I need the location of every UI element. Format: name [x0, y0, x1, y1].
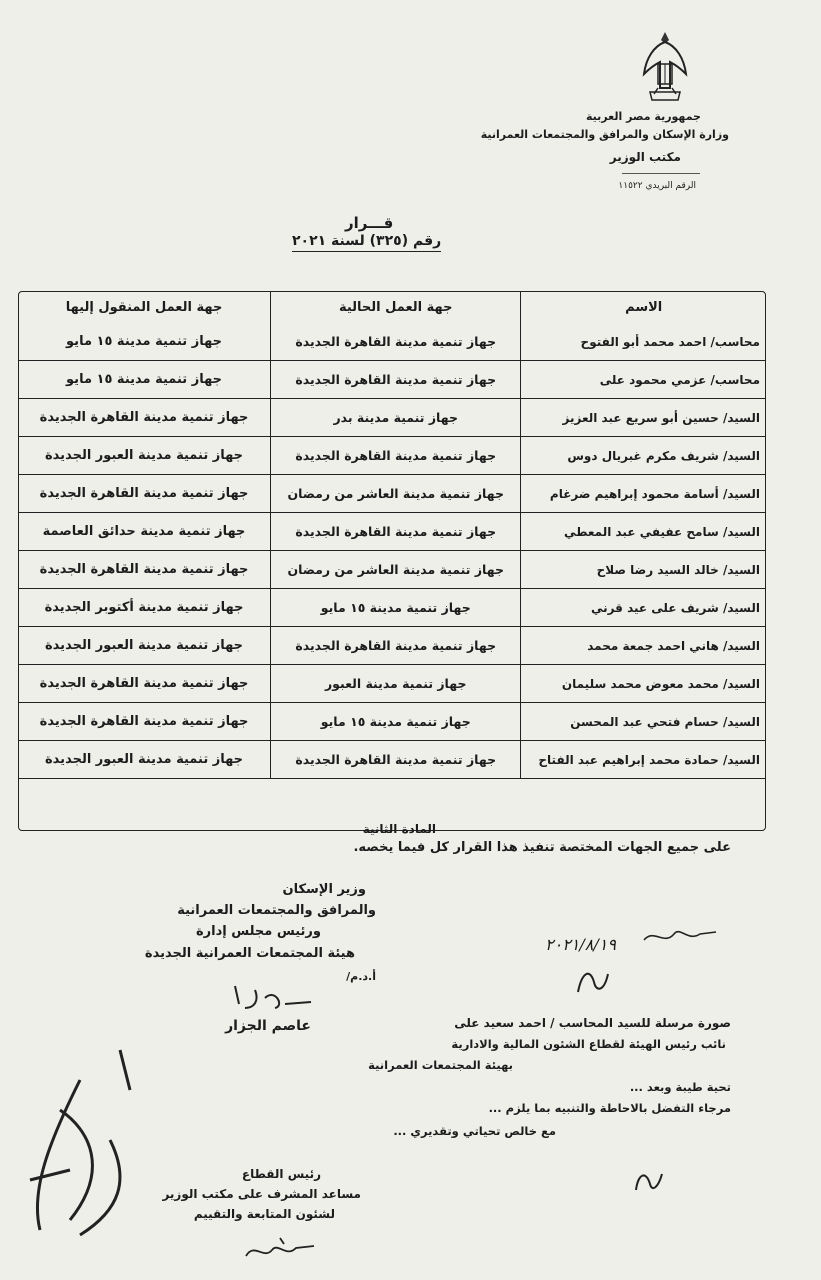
table-row: [18, 589, 766, 627]
cell-name: السيد/ محمد معوض محمد سليمان: [521, 665, 766, 703]
copy-line3: بهيئة المجتمعات العمرانية: [368, 1058, 513, 1072]
minister-line1: وزير الإسكان: [282, 882, 366, 897]
minister-line3: ورئيس مجلس إدارة: [195, 924, 321, 939]
cell-current: جهاز تنمية مدينة القاهرة الجديدة: [271, 361, 521, 399]
initial-signature-icon: [570, 962, 614, 1002]
table-row: [18, 323, 766, 361]
cell-name: محاسب/ عزمي محمود على: [521, 361, 766, 399]
letterhead-divider: [622, 173, 700, 174]
decree-title: قـــرار: [345, 214, 394, 232]
table-row: [18, 399, 766, 437]
header-current: جهة العمل الحالية: [271, 291, 521, 323]
header-destination: جهة العمل المنقول إليها: [65, 299, 223, 315]
minister-line4: هيئة المجتمعات العمرانية الجديدة: [144, 946, 355, 961]
cell-current: جهاز تنمية مدينة ١٥ مايو: [271, 703, 521, 741]
handwritten-date: ٢٠٢١/٨/١٩: [545, 935, 616, 954]
cell-name: السيد/ سامح عفيفي عبد المعطي: [521, 513, 766, 551]
cell-current: جهاز تنمية مدينة بدر: [271, 399, 521, 437]
cell-destination: جهاز تنمية مدينة ١٥ مايو: [18, 323, 271, 361]
header-name: الاسم: [521, 291, 766, 323]
table-row: [18, 703, 766, 741]
cell-current: جهاز تنمية مدينة ١٥ مايو: [271, 589, 521, 627]
cell-name: السيد/ شريف مكرم غبريال دوس: [521, 437, 766, 475]
cell-destination: جهاز تنمية مدينة ١٥ مايو: [18, 361, 271, 399]
article-text: على جميع الجهات المختصة تنفيذ هذا القرار كل فيما يخصه.: [353, 840, 731, 855]
sector-line3: لشئون المتابعة والتقييم: [193, 1207, 335, 1221]
date-prefix-scribble-icon: [640, 920, 720, 950]
article-heading: المادة الثانية: [362, 822, 436, 836]
cell-destination: جهاز تنمية مدينة القاهرة الجديدة: [18, 399, 271, 437]
sector-line2: مساعد المشرف على مكتب الوزير: [162, 1187, 361, 1201]
sector-signature-icon: [240, 1232, 320, 1266]
cell-current: جهاز تنمية مدينة العاشر من رمضان: [271, 475, 521, 513]
cell-destination: جهاز تنمية مدينة العبور الجديدة: [18, 437, 271, 475]
cell-name: السيد/ شريف على عيد قرني: [521, 589, 766, 627]
cell-name: محاسب/ احمد محمد أبو الفتوح: [521, 323, 766, 361]
cell-current: جهاز تنمية مدينة القاهرة الجديدة: [271, 741, 521, 779]
sector-initial-icon: [628, 1160, 668, 1200]
minister-name: عاصم الجزار: [225, 1018, 311, 1034]
letterhead-office: مكتب الوزير: [609, 150, 681, 164]
cell-destination: جهاز تنمية مدينة العبور الجديدة: [18, 627, 271, 665]
cell-name: السيد/ حسام فتحي عبد المحسن: [521, 703, 766, 741]
cell-destination: جهاز تنمية مدينة العبور الجديدة: [18, 741, 271, 779]
letterhead-country: جمهورية مصر العربية: [586, 110, 701, 123]
cell-name: السيد/ أسامة محمود إبراهيم ضرغام: [521, 475, 766, 513]
margin-signature-icon: [10, 1020, 160, 1250]
minister-title-abbr: أ.د.م/: [346, 970, 376, 983]
copy-line4: تحية طيبة وبعد ...: [629, 1080, 731, 1094]
letterhead-ministry: وزارة الإسكان والمرافق والمجتمعات العمرانية: [480, 128, 729, 141]
copy-line1: صورة مرسلة للسيد المحاسب / احمد سعيد على: [454, 1016, 731, 1030]
copy-line5: مرجاء التفضل بالاحاطة والتنبيه بما يلزم ...: [488, 1101, 731, 1115]
table-row: [18, 475, 766, 513]
cell-current: جهاز تنمية مدينة القاهرة الجديدة: [271, 437, 521, 475]
copy-line6: مع خالص تحياتي وتقديري ...: [393, 1124, 556, 1138]
cell-destination: جهاز تنمية مدينة القاهرة الجديدة: [18, 665, 271, 703]
table-row: [18, 627, 766, 665]
transfer-table: [18, 291, 766, 779]
table-row: [18, 437, 766, 475]
table-row: [18, 665, 766, 703]
cell-name: السيد/ حمادة محمد إبراهيم عبد الفتاح: [521, 741, 766, 779]
table-row: [18, 513, 766, 551]
minister-signature-icon: [215, 978, 315, 1014]
minister-line2: والمرافق والمجتمعات العمرانية: [177, 903, 376, 918]
cell-destination: جهاز تنمية مدينة القاهرة الجديدة: [18, 475, 271, 513]
table-row: [18, 741, 766, 779]
cell-current: جهاز تنمية مدينة العاشر من رمضان: [271, 551, 521, 589]
cell-destination: جهاز تنمية مدينة القاهرة الجديدة: [18, 703, 271, 741]
cell-destination: جهاز تنمية مدينة حدائق العاصمة: [18, 513, 271, 551]
table-header-row: [18, 291, 766, 323]
copy-line2: نائب رئيس الهيئة لقطاع الشئون المالية والادارية: [451, 1037, 726, 1051]
decree-number: رقم (٣٢٥) لسنة ٢٠٢١: [292, 233, 441, 252]
cell-current: جهاز تنمية مدينة القاهرة الجديدة: [271, 627, 521, 665]
cell-destination: جهاز تنمية مدينة القاهرة الجديدة: [18, 551, 271, 589]
cell-current: جهاز تنمية مدينة العبور: [271, 665, 521, 703]
eagle-emblem-icon: [640, 28, 690, 108]
cell-name: السيد/ خالد السيد رضا صلاح: [521, 551, 766, 589]
cell-current: جهاز تنمية مدينة القاهرة الجديدة: [271, 513, 521, 551]
postal-code: الرقم البريدي ١١٥٢٢: [618, 181, 696, 191]
table-row: [18, 361, 766, 399]
cell-name: السيد/ حسين أبو سريع عبد العزيز: [521, 399, 766, 437]
cell-current: جهاز تنمية مدينة القاهرة الجديدة: [271, 323, 521, 361]
table-row: [18, 551, 766, 589]
cell-name: السيد/ هاني احمد جمعة محمد: [521, 627, 766, 665]
sector-line1: رئيس القطاع: [241, 1167, 321, 1181]
cell-destination: جهاز تنمية مدينة أكتوبر الجديدة: [18, 589, 271, 627]
